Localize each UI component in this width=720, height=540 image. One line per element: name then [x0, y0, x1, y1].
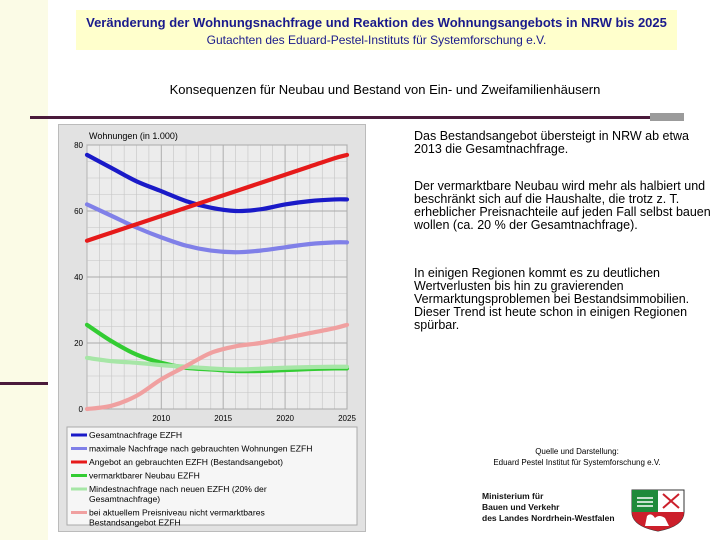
x-tick-label: 2015 — [214, 414, 233, 423]
header-subtitle: Gutachten des Eduard-Pestel-Instituts für Systemforschung e.V. — [206, 33, 547, 47]
logo-line-3: des Landes Nordrhein-Westfalen — [482, 513, 615, 523]
y-tick-label: 60 — [74, 207, 83, 216]
legend-label-6-cont: Bestandsangebot EZFH — [89, 517, 181, 528]
legend-label-1: Gesamtnachfrage EZFH — [89, 430, 183, 440]
ministry-logo — [478, 488, 690, 532]
logo-line-1: Ministerium für — [482, 491, 544, 501]
legend-label-6: bei aktuellem Preisniveau nicht vermarktbares — [89, 507, 265, 518]
nrw-crest-icon — [629, 488, 687, 532]
chart-figure — [58, 124, 366, 532]
paragraph-1: Das Bestandsangebot übersteigt in NRW ab etwa 2013 die Gesamtnachfrage. — [414, 129, 689, 156]
legend-label-2: maximale Nachfrage nach gebrauchten Wohnungen EZFH — [89, 443, 313, 454]
left-decor-band — [0, 0, 48, 540]
legend-label-5-cont: Gesamtnachfrage) — [89, 494, 161, 504]
legend-label-3: Angebot an gebrauchten EZFH (Bestandsangebot) — [89, 457, 283, 467]
left-decor-rule — [0, 382, 48, 385]
x-tick-label: 2025 — [338, 414, 356, 423]
source-note — [462, 446, 692, 468]
logo-text — [482, 491, 615, 524]
paragraph-2: Der vermarktbare Neubau wird mehr als halbiert und beschränkt sich auf die Haushalte, die trotz z. T. erheblicher Preisnachteile auf jeden Fall selbst bauen wollen (ca. 20 % der Gesamtnachfrage). — [414, 179, 711, 232]
source-line-2: Eduard Pestel Institut für Systemforschung e.V. — [493, 458, 661, 467]
divider-accent — [650, 113, 684, 121]
divider-rule — [30, 116, 650, 119]
y-tick-label: 80 — [74, 141, 83, 150]
y-tick-label: 40 — [74, 273, 83, 282]
legend-label-4: vermarktbarer Neubau EZFH — [89, 470, 200, 481]
paragraph-3: In einigen Regionen kommt es zu deutlichen Wertverlusten bis hin zu gravierenden Vermarktungsproblemen bei Bestandsimmobilien. Dieser Trend ist heute schon in einigen Regionen spürbar. — [414, 266, 690, 332]
legend-label-5: Mindestnachfrage nach neuen EZFH (20% der — [89, 484, 267, 494]
source-line-1: Quelle und Darstellung: — [535, 447, 619, 456]
y-tick-label: 20 — [74, 339, 83, 348]
header-box — [76, 10, 677, 50]
chart-title: Wohnungen (in 1.000) — [89, 131, 178, 141]
slide-subtitle: Konsequenzen für Neubau und Bestand von Ein- und Zweifamilienhäusern — [169, 82, 601, 97]
x-tick-label: 2010 — [152, 414, 171, 423]
line-chart — [59, 125, 365, 531]
y-tick-label: 0 — [78, 405, 83, 414]
x-tick-label: 2020 — [276, 414, 294, 423]
header-title: Veränderung der Wohnungsnachfrage und Reaktion des Wohnungsangebots in NRW bis 2025 — [86, 15, 667, 30]
logo-line-2: Bauen und Verkehr — [482, 502, 560, 512]
